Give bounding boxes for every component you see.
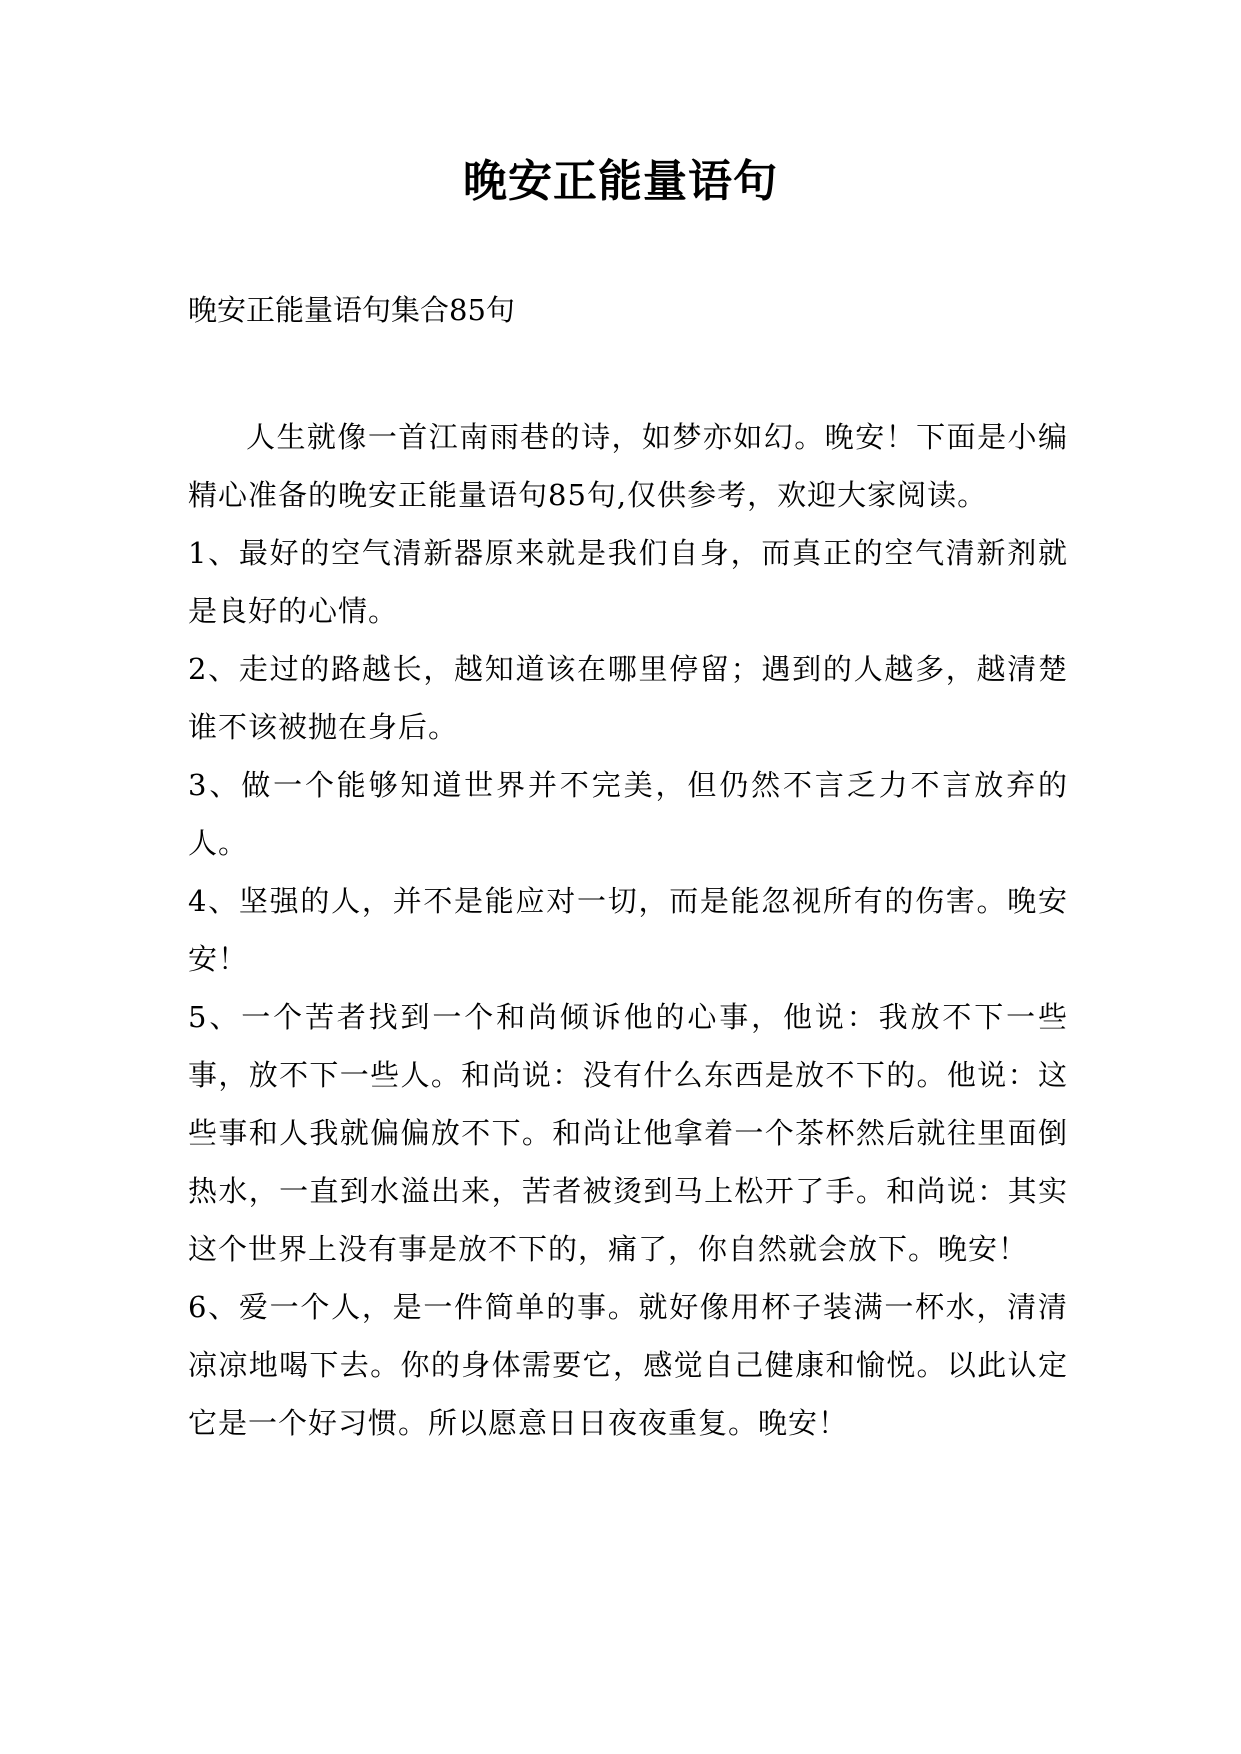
document-subtitle: 晚安正能量语句集合85句 (188, 293, 515, 327)
quote-item-6: 6、爱一个人，是一件简单的事。就好像用杯子装满一杯水，清清凉凉地喝下去。你的身体需要它，感觉自己健康和愉悦。以此认定它是一个好习惯。所以愿意日日夜夜重复。晚安！ (188, 1290, 1068, 1440)
quote-item-1: 1、最好的空气清新器原来就是我们自身，而真正的空气清新剂就是良好的心情。 (188, 536, 1068, 628)
quote-item-5: 5、一个苦者找到一个和尚倾诉他的心事，他说：我放不下一些事，放不下一些人。和尚说：没有什么东西是放不下的。他说：这些事和人我就偏偏放不下。和尚让他拿着一个茶杯然后就往里面倒热水，一直到水溢出来，苦者被烫到马上松开了手。和尚说：其实这个世界上没有事是放不下的，痛了，你自然就会放下。晚安！ (188, 1000, 1068, 1266)
document-title: 晚安正能量语句 (463, 156, 778, 207)
quote-item-4: 4、坚强的人，并不是能应对一切，而是能忽视所有的伤害。晚安安！ (188, 884, 1068, 976)
intro-paragraph: 人生就像一首江南雨巷的诗，如梦亦如幻。晚安！下面是小编精心准备的晚安正能量语句85句,仅供参考，欢迎大家阅读。 (188, 420, 1068, 512)
quote-item-2: 2、走过的路越长，越知道该在哪里停留；遇到的人越多，越清楚谁不该被抛在身后。 (188, 652, 1068, 744)
document-body (188, 408, 1068, 1452)
quote-item-3: 3、做一个能够知道世界并不完美，但仍然不言乏力不言放弃的人。 (188, 768, 1068, 860)
